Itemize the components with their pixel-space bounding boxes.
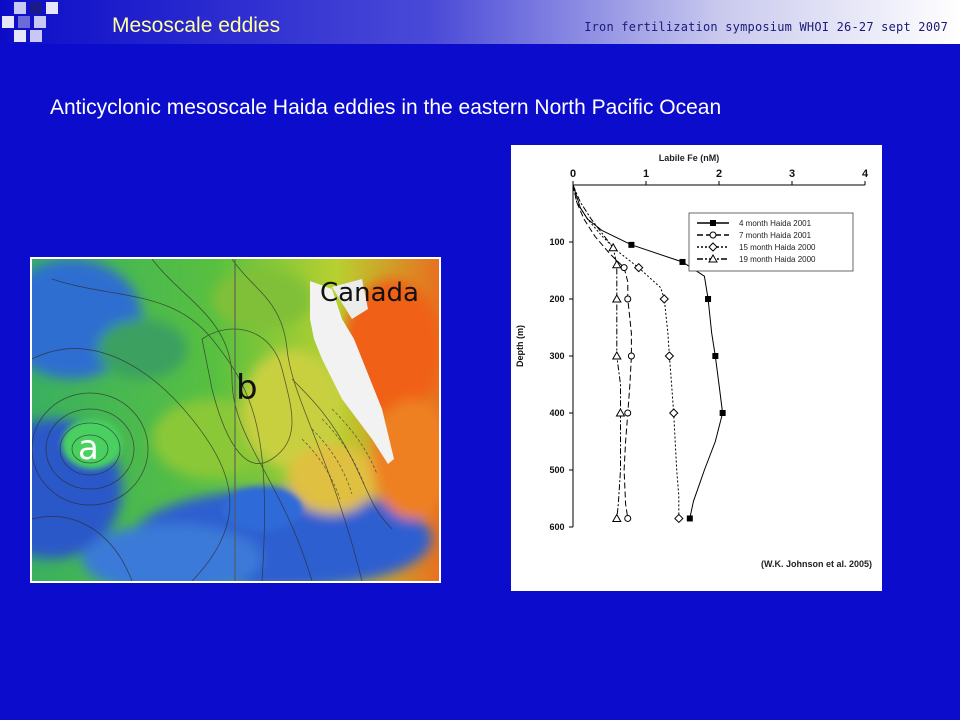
x-tick-label: 0: [569, 168, 577, 180]
series-line-1: [573, 185, 631, 518]
x-tick-label: 3: [788, 168, 796, 180]
series-3-point: [613, 514, 621, 521]
header-title: Mesoscale eddies: [112, 14, 281, 37]
y-tick-label: 300: [549, 351, 565, 361]
series-1-point: [625, 515, 631, 521]
series-0-point: [628, 242, 634, 248]
chart-svg: [511, 145, 882, 591]
series-0-point: [705, 296, 711, 302]
legend-label-2: 15 month Haida 2000: [739, 243, 816, 252]
satellite-map-image: [32, 259, 439, 581]
series-0-point: [687, 515, 693, 521]
series-1-point: [625, 296, 631, 302]
map-label-canada: Canada: [320, 278, 419, 308]
satellite-map: [30, 257, 441, 583]
series-3-point: [609, 244, 617, 251]
iron-depth-chart: [511, 145, 882, 591]
x-tick-label: 1: [642, 168, 650, 180]
header-subtitle: Iron fertilization symposium WHOI 26-27 sept 2007: [584, 20, 948, 34]
x-tick-label: 2: [715, 168, 723, 180]
y-tick-label: 400: [549, 408, 565, 418]
y-axis-title: Depth (m): [515, 325, 525, 367]
legend-label-3: 19 month Haida 2000: [739, 255, 816, 264]
citation: (W.K. Johnson et al. 2005): [760, 559, 872, 569]
y-tick-label: 600: [549, 522, 565, 532]
series-2-point: [670, 409, 678, 417]
series-2-point: [665, 352, 673, 360]
legend-label-1: 7 month Haida 2001: [739, 231, 812, 240]
y-tick-label: 200: [549, 294, 565, 304]
series-0-point: [720, 410, 726, 416]
legend-marker-0: [710, 220, 716, 226]
y-tick-label: 100: [549, 237, 565, 247]
series-3-point: [613, 261, 621, 268]
series-1-point: [621, 265, 627, 271]
series-0-point: [712, 353, 718, 359]
series-3-point: [613, 295, 621, 302]
series-2-point: [675, 514, 683, 522]
series-1-point: [628, 353, 634, 359]
x-tick-label: 4: [861, 168, 869, 180]
map-label-b: b: [236, 368, 258, 408]
series-0-point: [680, 259, 686, 265]
legend-label-0: 4 month Haida 2001: [739, 219, 812, 228]
legend-marker-1: [710, 232, 716, 238]
header-bar: [0, 0, 960, 44]
map-label-a: a: [78, 428, 99, 468]
series-3-point: [616, 409, 624, 416]
x-axis-title: Labile Fe (nM): [658, 153, 720, 163]
series-line-2: [573, 185, 679, 518]
series-2-point: [660, 295, 668, 303]
series-1-point: [625, 410, 631, 416]
slide-title: Anticyclonic mesoscale Haida eddies in the eastern North Pacific Ocean: [50, 96, 722, 119]
series-3-point: [613, 352, 621, 359]
series-line-3: [573, 185, 621, 518]
y-tick-label: 500: [549, 465, 565, 475]
decorative-squares-icon: [0, 0, 80, 44]
